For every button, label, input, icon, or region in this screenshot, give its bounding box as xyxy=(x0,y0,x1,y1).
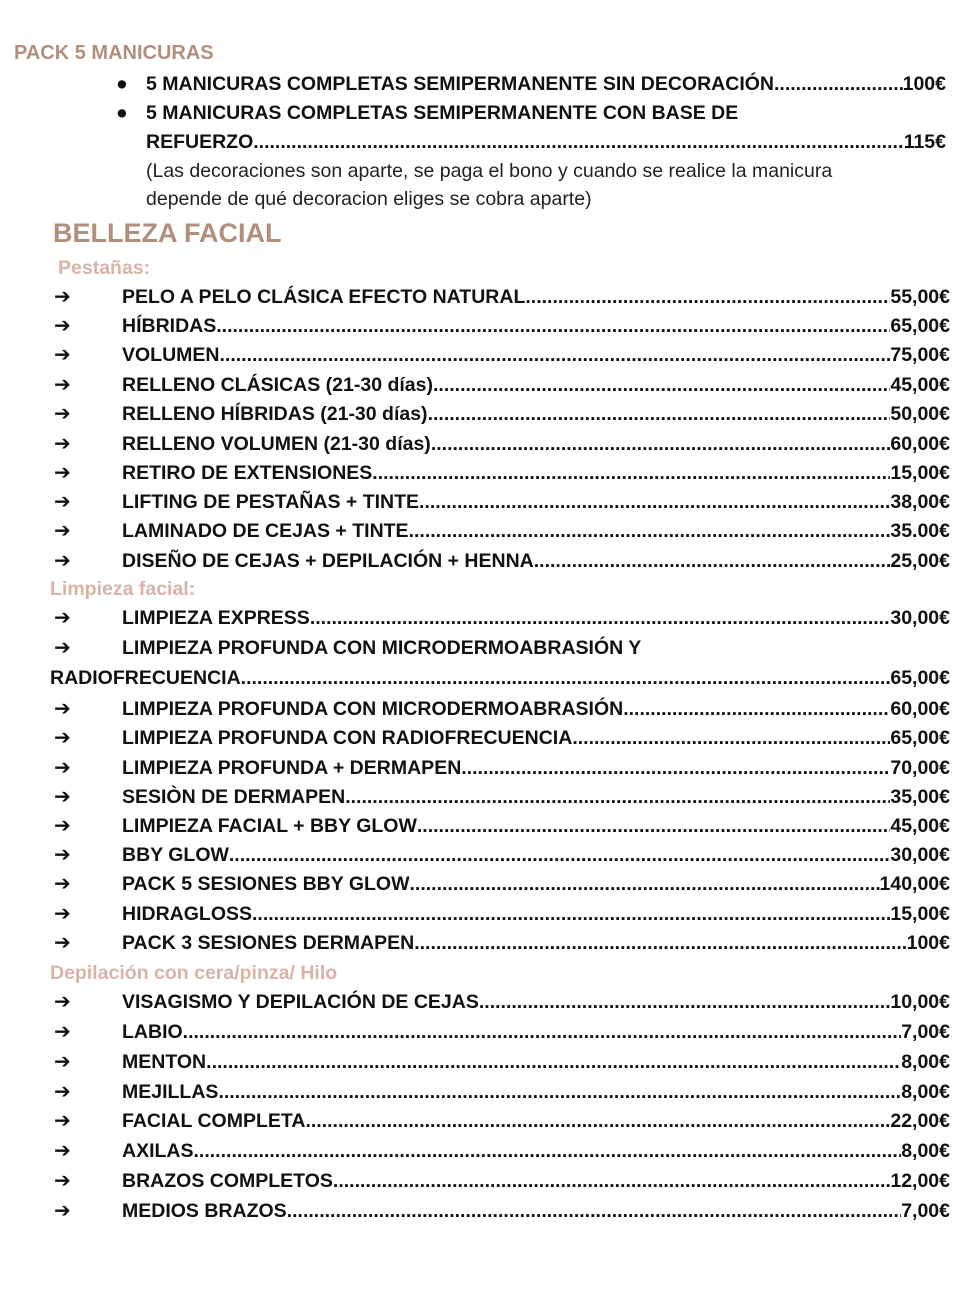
arrow-right-icon: ➔ xyxy=(54,433,71,455)
arrow-right-icon: ➔ xyxy=(54,786,71,808)
pack-bullet-1 xyxy=(116,70,946,99)
section-title-belleza-facial: BELLEZA FACIAL xyxy=(53,218,282,248)
item-price: 25,00€ xyxy=(890,550,950,572)
price-row xyxy=(50,694,950,724)
dot-leader xyxy=(414,928,906,958)
dot-leader xyxy=(253,128,903,157)
price-row xyxy=(50,516,950,546)
arrow-right-icon: ➔ xyxy=(54,844,71,866)
arrow-right-icon: ➔ xyxy=(54,1200,71,1222)
item-price: 15,00€ xyxy=(890,462,950,484)
price-row xyxy=(50,282,950,312)
dot-leader xyxy=(305,1106,890,1136)
item-label: LIMPIEZA PROFUNDA CON RADIOFRECUENCIA xyxy=(122,727,573,749)
item-price: 12,00€ xyxy=(890,1170,950,1192)
price-row xyxy=(50,899,950,929)
price-row xyxy=(50,928,950,958)
item-label: LIFTING DE PESTAÑAS + TINTE xyxy=(122,491,420,513)
item-price: 22,00€ xyxy=(890,1110,950,1132)
arrow-right-icon: ➔ xyxy=(54,932,71,954)
item-label: LIMPIEZA EXPRESS xyxy=(122,607,310,629)
arrow-right-icon: ➔ xyxy=(54,315,71,337)
arrow-right-icon: ➔ xyxy=(54,403,71,425)
dot-leader xyxy=(461,753,890,783)
item-label: LAMINADO DE CEJAS + TINTE xyxy=(122,520,409,542)
price-row xyxy=(50,1196,950,1226)
subhead-pestanas: Pestañas: xyxy=(58,257,151,279)
item-price: 8,00€ xyxy=(901,1051,950,1073)
pack-bullet-2-line2 xyxy=(146,128,946,157)
dot-leader xyxy=(206,1047,901,1077)
item-label: RELLENO VOLUMEN (21-30 días) xyxy=(122,433,431,455)
item-price: 60,00€ xyxy=(890,433,950,455)
arrow-right-icon: ➔ xyxy=(54,374,71,396)
item-label: BRAZOS COMPLETOS xyxy=(122,1170,333,1192)
bullet-dot: ● xyxy=(116,102,128,124)
item-price: 8,00€ xyxy=(901,1081,950,1103)
item-price: 140,00€ xyxy=(879,873,950,895)
dot-leader xyxy=(409,516,891,546)
dot-leader xyxy=(774,70,903,99)
price-row xyxy=(50,603,950,633)
item-price: 65,00€ xyxy=(890,727,950,749)
item-price: 45,00€ xyxy=(890,815,950,837)
dot-leader xyxy=(333,1166,890,1196)
arrow-right-icon: ➔ xyxy=(54,520,71,542)
dot-leader xyxy=(218,1077,901,1107)
item-price: 7,00€ xyxy=(901,1200,950,1222)
arrow-right-icon: ➔ xyxy=(54,286,71,308)
dot-leader xyxy=(433,370,890,400)
dot-leader xyxy=(419,487,890,517)
item-price: 55,00€ xyxy=(890,286,950,308)
pack-note-line2: depende de qué decoracion eliges se cobra aparte) xyxy=(146,188,592,210)
arrow-right-icon: ➔ xyxy=(54,1081,71,1103)
item-price: 10,00€ xyxy=(890,991,950,1013)
arrow-right-icon: ➔ xyxy=(54,1110,71,1132)
price-row xyxy=(50,340,950,370)
item-label: RELLENO CLÁSICAS (21-30 días) xyxy=(122,374,433,396)
price-row xyxy=(50,458,950,488)
item-price: 65,00€ xyxy=(890,667,950,689)
dot-leader xyxy=(534,546,891,576)
pack-bullet-2-text-line1: 5 MANICURAS COMPLETAS SEMIPERMANENTE CON BASE DE xyxy=(146,102,739,124)
dot-leader xyxy=(194,1136,902,1166)
item-price: 35,00€ xyxy=(890,786,950,808)
pack-title: PACK 5 MANICURAS xyxy=(14,42,214,64)
item-price: 60,00€ xyxy=(890,698,950,720)
item-label: VOLUMEN xyxy=(122,344,220,366)
item-label: SESIÒN DE DERMAPEN xyxy=(122,786,346,808)
item-label: MENTON xyxy=(122,1051,207,1073)
dot-leader xyxy=(345,782,890,812)
subhead-limpieza: Limpieza facial: xyxy=(50,578,196,600)
item-label: MEJILLAS xyxy=(122,1081,219,1103)
item-price: 38,00€ xyxy=(890,491,950,513)
price-row xyxy=(50,663,950,693)
arrow-right-icon: ➔ xyxy=(54,1051,71,1073)
pack-bullet-1-text: 5 MANICURAS COMPLETAS SEMIPERMANENTE SIN DECORACIÓN xyxy=(146,73,775,95)
arrow-right-icon: ➔ xyxy=(54,550,71,572)
item-label: LIMPIEZA PROFUNDA CON MICRODERMOABRASIÓN xyxy=(122,698,624,720)
price-row xyxy=(50,753,950,783)
pack-bullet-2-price: 115€ xyxy=(903,131,946,153)
price-row xyxy=(50,1136,950,1166)
item-price: 8,00€ xyxy=(901,1140,950,1162)
item-price: 7,00€ xyxy=(901,1021,950,1043)
dot-leader xyxy=(623,694,890,724)
dot-leader xyxy=(241,663,891,693)
pack-bullet-2-text-line2: REFUERZO xyxy=(146,131,254,153)
arrow-right-icon: ➔ xyxy=(54,757,71,779)
price-row xyxy=(50,1166,950,1196)
dot-leader xyxy=(417,811,890,841)
dot-leader xyxy=(572,723,890,753)
item-label: RADIOFRECUENCIA xyxy=(50,667,241,689)
dot-leader xyxy=(431,429,891,459)
arrow-right-icon: ➔ xyxy=(54,1170,71,1192)
price-row xyxy=(50,782,950,812)
price-row xyxy=(50,429,950,459)
price-row xyxy=(50,633,950,663)
dot-leader xyxy=(310,603,891,633)
item-label: RETIRO DE EXTENSIONES xyxy=(122,462,373,484)
item-price: 65,00€ xyxy=(890,315,950,337)
price-row xyxy=(50,811,950,841)
arrow-right-icon: ➔ xyxy=(54,815,71,837)
item-price: 70,00€ xyxy=(890,757,950,779)
arrow-right-icon: ➔ xyxy=(54,727,71,749)
item-label: PACK 3 SESIONES DERMAPEN xyxy=(122,932,415,954)
arrow-right-icon: ➔ xyxy=(54,903,71,925)
item-label: PELO A PELO CLÁSICA EFECTO NATURAL xyxy=(122,286,526,308)
item-label: LIMPIEZA PROFUNDA CON MICRODERMOABRASIÓN Y xyxy=(122,637,642,659)
arrow-right-icon: ➔ xyxy=(54,462,71,484)
item-label: LABIO xyxy=(122,1021,183,1043)
item-label: LIMPIEZA FACIAL + BBY GLOW xyxy=(122,815,417,837)
price-row xyxy=(50,311,950,341)
dot-leader xyxy=(372,458,890,488)
arrow-right-icon: ➔ xyxy=(54,344,71,366)
item-label: BBY GLOW xyxy=(122,844,229,866)
dot-leader xyxy=(428,399,891,429)
price-row xyxy=(50,1106,950,1136)
item-label: HÍBRIDAS xyxy=(122,315,217,337)
arrow-right-icon: ➔ xyxy=(54,637,71,659)
price-row xyxy=(50,1047,950,1077)
dot-leader xyxy=(183,1017,902,1047)
item-price: 45,00€ xyxy=(890,374,950,396)
item-label: MEDIOS BRAZOS xyxy=(122,1200,287,1222)
price-row xyxy=(50,987,950,1017)
item-label: PACK 5 SESIONES BBY GLOW xyxy=(122,873,410,895)
price-row xyxy=(50,1077,950,1107)
pack-bullet-2 xyxy=(116,99,946,128)
arrow-right-icon: ➔ xyxy=(54,873,71,895)
item-label: DISEÑO DE CEJAS + DEPILACIÓN + HENNA xyxy=(122,550,534,572)
arrow-right-icon: ➔ xyxy=(54,1021,71,1043)
item-label: LIMPIEZA PROFUNDA + DERMAPEN xyxy=(122,757,462,779)
price-row xyxy=(50,869,950,899)
dot-leader xyxy=(287,1196,902,1226)
arrow-right-icon: ➔ xyxy=(54,1140,71,1162)
item-price: 50,00€ xyxy=(890,403,950,425)
subhead-depilacion: Depilación con cera/pinza/ Hilo xyxy=(50,962,338,984)
arrow-right-icon: ➔ xyxy=(54,491,71,513)
price-row xyxy=(50,370,950,400)
dot-leader xyxy=(525,282,890,312)
dot-leader xyxy=(410,869,880,899)
item-label: HIDRAGLOSS xyxy=(122,903,253,925)
item-price: 35.00€ xyxy=(890,520,950,542)
price-row xyxy=(50,723,950,753)
item-price: 100€ xyxy=(906,932,950,954)
dot-leader xyxy=(220,340,891,370)
pack-bullet-1-price: 100€ xyxy=(902,73,946,95)
price-row xyxy=(50,487,950,517)
item-label: RELLENO HÍBRIDAS (21-30 días) xyxy=(122,403,428,425)
price-row xyxy=(50,399,950,429)
arrow-right-icon: ➔ xyxy=(54,607,71,629)
item-price: 75,00€ xyxy=(890,344,950,366)
dot-leader xyxy=(216,311,890,341)
item-label: FACIAL COMPLETA xyxy=(122,1110,306,1132)
bullet-dot: ● xyxy=(116,73,128,95)
item-label: VISAGISMO Y DEPILACIÓN DE CEJAS xyxy=(122,991,479,1013)
arrow-right-icon: ➔ xyxy=(54,991,71,1013)
price-row xyxy=(50,546,950,576)
price-row xyxy=(50,1017,950,1047)
price-row xyxy=(50,840,950,870)
item-label: AXILAS xyxy=(122,1140,194,1162)
item-price: 30,00€ xyxy=(890,844,950,866)
dot-leader xyxy=(479,987,890,1017)
dot-leader xyxy=(252,899,890,929)
item-price: 30,00€ xyxy=(890,607,950,629)
pack-note-line1: (Las decoraciones son aparte, se paga el bono y cuando se realice la manicura xyxy=(146,160,833,182)
arrow-right-icon: ➔ xyxy=(54,698,71,720)
item-price: 15,00€ xyxy=(890,903,950,925)
dot-leader xyxy=(229,840,890,870)
pack-note xyxy=(146,157,946,213)
